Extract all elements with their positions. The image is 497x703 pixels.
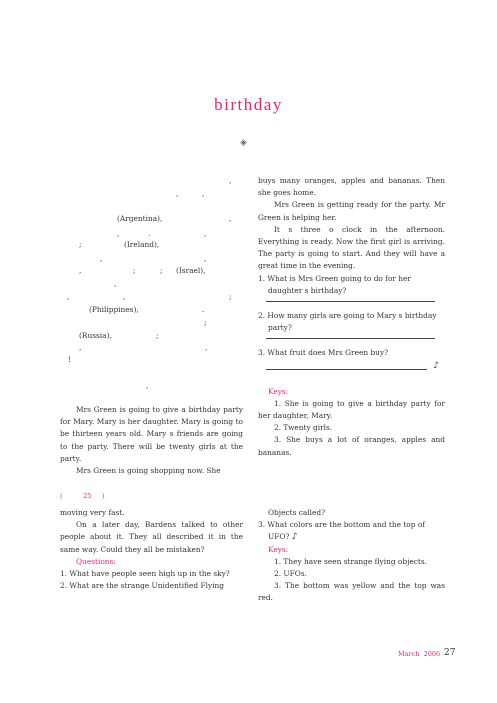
story-paragraph: It s three o clock in the afternoon. Everything is ready. Now the first girl is arriving. The party is going to start. And they will have a great time in the evening. <box>258 224 445 271</box>
fragment: , <box>176 189 179 198</box>
answer-row <box>258 360 445 372</box>
story-paragraph: Mrs Green is going to give a birthday party for Mary. Mary is her daughter. Mary is going to be thirteen years old. Mary s friends are going to the party. There will be twenty girls at the party. <box>60 405 243 463</box>
question-item <box>60 580 243 592</box>
answer-line[interactable] <box>266 338 435 339</box>
ufo-left-column <box>60 507 243 592</box>
question-number: 2. <box>258 311 266 321</box>
question-number: 2. <box>60 581 68 591</box>
question-number: 1. <box>60 569 68 579</box>
fragment: ; <box>204 318 207 327</box>
article-title: birthday <box>214 95 283 114</box>
key-answer: 3. The bottom was yellow and the top was red. <box>258 581 445 603</box>
question-item <box>258 273 445 297</box>
ufo-paragraph: On a later day, Bardens talked to other people about it. They all described it in the same way. Could they all be mistaken? <box>60 520 243 554</box>
fragment: , <box>114 279 117 288</box>
ufo-paragraph: moving very fast. <box>60 508 125 517</box>
ufo-right-column <box>258 507 445 605</box>
diamond-ornament-icon: ◈ <box>240 138 247 148</box>
question-text: What is Mrs Green going to do for her daughter s birthday? <box>267 273 411 295</box>
key-answer: 2. Twenty girls. <box>274 423 333 433</box>
section-marker: ( 25 ) <box>60 492 105 500</box>
fragment: , <box>204 254 207 263</box>
question-number: 3. <box>258 520 266 530</box>
key-answer: 3. She buys a lot of oranges, apples and bananas. <box>258 435 445 457</box>
answer-line[interactable] <box>266 301 435 302</box>
fragment: ! <box>68 355 71 364</box>
question-list <box>258 273 445 372</box>
footer-year: 2006 <box>423 650 441 658</box>
fragment: (Ireland), <box>124 240 160 249</box>
fragment: , <box>100 254 103 263</box>
fragment: , <box>146 381 149 390</box>
question-number: 1. <box>258 273 266 283</box>
fragment: , <box>79 266 82 275</box>
question-text: What fruit does Mrs Green buy? <box>267 348 389 358</box>
fragment: , <box>117 229 120 238</box>
story-paragraph: buys many oranges, apples and bananas. Then she goes home. <box>258 176 445 198</box>
fragment: ; <box>133 266 136 275</box>
question-number: 3. <box>258 348 266 358</box>
fragment: , <box>123 292 126 301</box>
fragment: , <box>79 343 82 352</box>
question-text: How many girls are going to Mary s birthday party? <box>267 311 437 333</box>
story-paragraph: Mrs Green is going shopping now. She <box>76 466 221 476</box>
question-item <box>258 347 445 359</box>
fragment: , <box>204 229 207 238</box>
story-paragraph: Mrs Green is getting ready for the party. Mr Green is helping her. <box>258 200 445 222</box>
music-note-icon: ♪ <box>291 532 298 543</box>
fragment: , <box>202 189 205 198</box>
fragment: , <box>205 343 208 352</box>
key-answer: 2. UFOs. <box>274 569 307 579</box>
fragment: ; <box>229 292 232 301</box>
key-answer: 1. She is going to give a birthday party for her daughter, Mary. <box>258 398 445 421</box>
fragment: (Russia), <box>79 331 112 340</box>
footer-date <box>398 650 440 658</box>
fragment: ; <box>79 240 82 249</box>
footer-month: March <box>398 650 420 658</box>
answer-line[interactable] <box>266 369 427 370</box>
question-item <box>258 310 445 334</box>
keys-label: Keys: <box>268 544 289 554</box>
question-text: What colors are the bottom and the top of UFO? <box>267 520 426 542</box>
fragment: . <box>202 305 205 314</box>
page-number: 27 <box>444 648 456 658</box>
question-item <box>60 568 243 580</box>
question-text: What have people seen high up in the sky? <box>69 569 230 579</box>
question-continued: Objects called? <box>268 508 326 517</box>
keys-label: Keys: <box>268 386 289 396</box>
story-right-column <box>258 175 445 459</box>
fragment: , <box>229 176 232 185</box>
fragment: ; <box>156 331 159 340</box>
question-item <box>258 519 445 543</box>
fragment: , <box>67 292 70 301</box>
fragment: (Argentina), <box>117 214 163 223</box>
key-answer: 1. They have seen strange flying objects. <box>274 556 428 566</box>
music-note-icon: ♪ <box>433 360 439 371</box>
story-left-column <box>60 404 243 477</box>
question-text: What are the strange Unidentified Flying <box>69 581 224 591</box>
fragment: (Philippines), <box>89 305 139 314</box>
fragment: , <box>229 214 232 223</box>
fragment: . <box>148 229 151 238</box>
fragment: ; <box>160 266 163 275</box>
fragment: (Israel), <box>176 266 206 275</box>
questions-label: Questions: <box>76 556 116 566</box>
